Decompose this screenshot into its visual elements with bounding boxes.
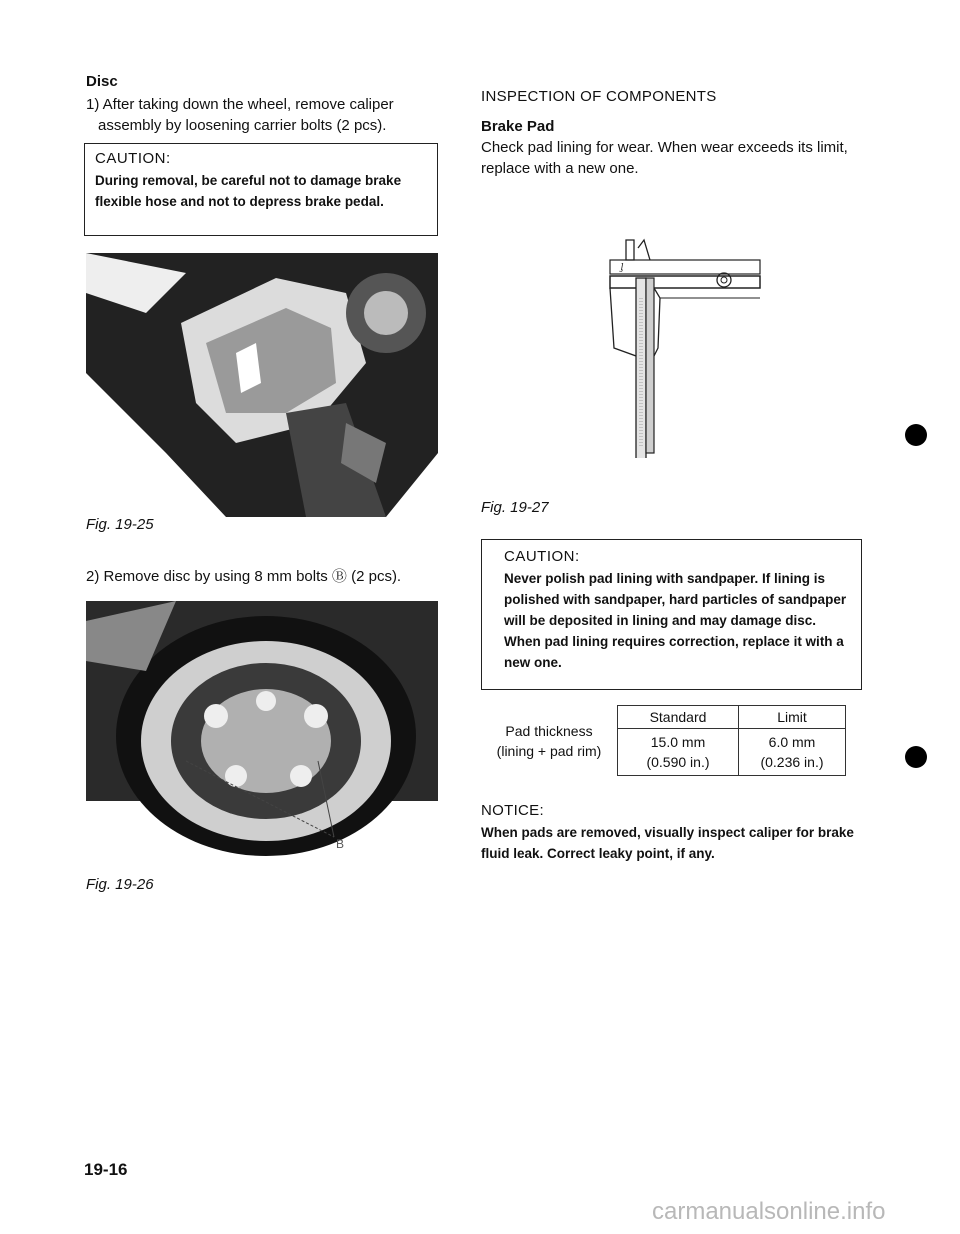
caution-title: CAUTION:: [95, 150, 171, 167]
caliper-gauge-diagram: [600, 238, 770, 458]
header-limit: Limit: [739, 706, 846, 729]
fig-19-25-caption: Fig. 19-25: [86, 516, 154, 533]
caution-box-sandpaper: [481, 539, 862, 690]
standard-mm: 15.0 mm: [650, 734, 706, 750]
fig-19-27-caption: Fig. 19-27: [481, 499, 549, 516]
caution-body: Never polish pad lining with sandpaper. If lining is polished with sandpaper, hard particles of sandpaper will be deposited in lining and may damage disc. When pad lining requires correction, replace it with a new one.: [504, 571, 847, 670]
brake-pad-subtitle: Brake Pad: [481, 118, 555, 135]
row-label-cell: [481, 706, 618, 776]
header-standard: Standard: [618, 706, 739, 729]
notice-title: NOTICE:: [481, 802, 544, 819]
margin-bullet-upper: [905, 424, 927, 446]
limit-value-cell: [739, 729, 846, 776]
row-label-line1: Pad thickness: [505, 722, 593, 739]
caution-box-removal: [84, 143, 438, 236]
row-label-line2: (lining + pad rim): [496, 742, 602, 759]
disc-photo-illustration: [86, 601, 438, 863]
standard-value-cell: [618, 729, 739, 776]
spec-table: [481, 705, 846, 776]
disc-heading: Disc: [86, 73, 118, 90]
limit-in: (0.236 in.): [760, 754, 824, 770]
svg-text:ᶅ: ᶅ: [620, 263, 623, 273]
bolt-b-label: B: [336, 837, 345, 851]
standard-in: (0.590 in.): [646, 754, 710, 770]
brake-pad-intro: Check pad lining for wear. When wear exceeds its limit, replace with a new one.: [481, 139, 848, 177]
margin-bullet-lower: [905, 746, 927, 768]
vernier-caliper-illustration: [600, 238, 770, 458]
notice-body: When pads are removed, visually inspect caliper for brake fluid leak. Correct leaky point, if any.: [481, 825, 854, 861]
step-2-text: 2) Remove disc by using 8 mm bolts Ⓑ (2 pcs).: [86, 568, 402, 585]
page-number: 19-16: [84, 1160, 128, 1179]
caution-body: During removal, be careful not to damage brake flexible hose and not to depress brake pedal.: [95, 173, 402, 209]
caliper-photo: [86, 253, 438, 517]
watermark-text: carmanualsonline.info: [652, 1198, 886, 1225]
pad-thickness-spec-table: [481, 705, 846, 776]
fig-19-26-caption: Fig. 19-26: [86, 876, 154, 893]
caliper-photo-illustration: [86, 253, 438, 517]
limit-mm: 6.0 mm: [768, 734, 816, 750]
inspection-heading: INSPECTION OF COMPONENTS: [481, 88, 717, 105]
disc-photo: [86, 601, 438, 863]
step-1-text: 1) After taking down the wheel, remove caliper assembly by loosening carrier bolts (2 pcs).: [86, 96, 394, 134]
caution-title: CAUTION:: [504, 548, 580, 565]
